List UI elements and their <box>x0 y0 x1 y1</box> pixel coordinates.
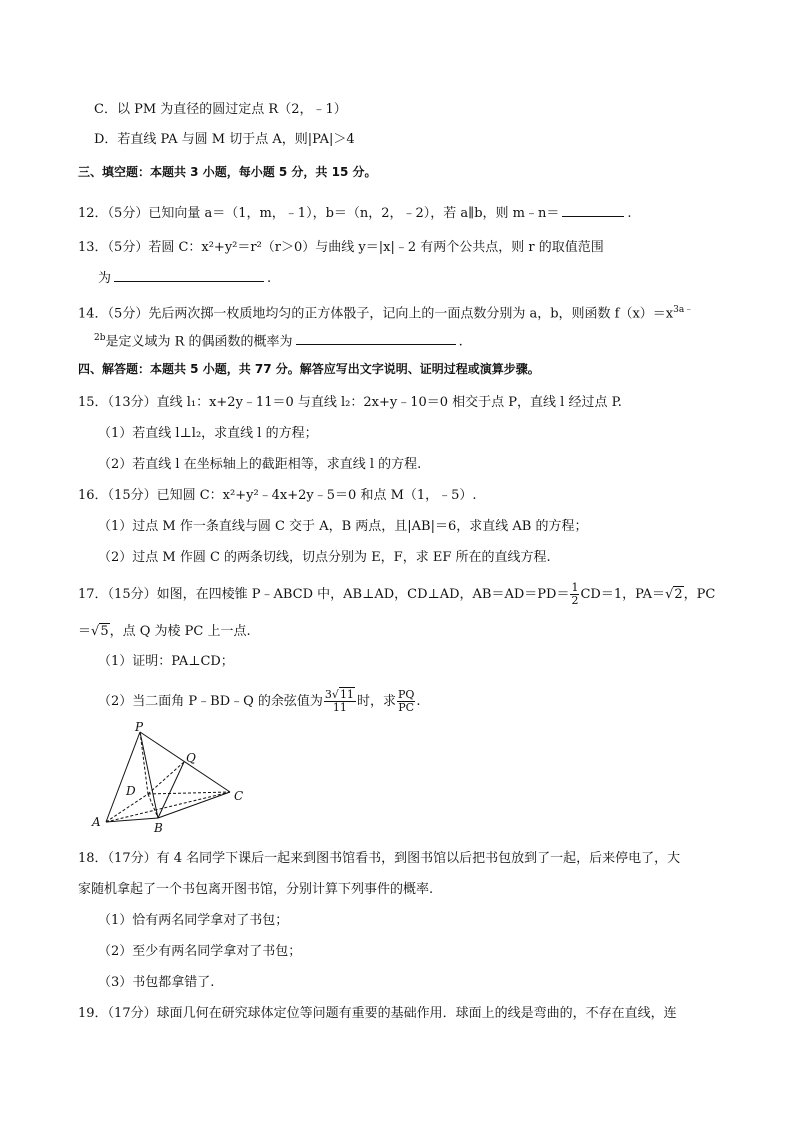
question-18-line1: 18．（17分）有 4 名同学下课后一起来到图书馆看书，到图书馆以后把书包放到了一起，后来停电了，大 <box>78 851 681 866</box>
equals: ＝ <box>78 624 92 639</box>
question-16-part1: （1）过点 M 作一条直线与圆 C 交于 A，B 两点，且|AB|＝6，求直线 AB 的方程； <box>98 519 588 534</box>
question-16-part2: （2）过点 M 作圆 C 的两条切线，切点分别为 E，F，求 EF 所在的直线方程. <box>98 550 551 565</box>
option-d: D．若直线 PA 与圆 M 切于点 A，则|PA|＞4 <box>94 132 355 147</box>
question-15-part2: （2）若直线 l 在坐标轴上的截距相等，求直线 l 的方程. <box>98 457 422 472</box>
question-14-text2: 是定义域为 R 的偶函数的概率为 <box>105 334 293 350</box>
label-c: C <box>234 789 244 803</box>
exponent-part2: 2b <box>94 333 106 343</box>
fraction-pq-pc <box>397 689 415 714</box>
label-a: A <box>92 815 101 829</box>
sqrt-five: √5 <box>91 624 109 639</box>
period: . <box>267 271 272 286</box>
question-12 <box>78 203 631 223</box>
option-c: C．以 PM 为直径的圆过定点 R（2，﹣1） <box>94 102 347 117</box>
question-17-part1: （1）证明：PA⊥CD； <box>98 654 234 669</box>
edge-pc <box>140 732 230 792</box>
answer-blank-12 <box>562 203 624 217</box>
question-17-text: 17．（15分）如图，在四棱锥 P﹣ABCD 中，AB⊥AD，CD⊥AD，AB＝AD＝PD＝ <box>78 587 570 602</box>
question-17-text4: ，点 Q 为棱 PC 上一点. <box>109 624 251 639</box>
pyramid-figure <box>88 722 258 834</box>
section-answer-header: 四、解答题：本题共 5 小题，共 77 分。解答应写出文字说明、证明过程或演算步骤。 <box>78 362 540 376</box>
question-14-line1 <box>78 301 693 323</box>
fraction-numerator: 3√11 <box>324 688 354 701</box>
question-13-text: 为 <box>98 271 112 286</box>
question-17-part2-text: （2）当二面角 P﹣BD﹣Q 的余弦值为 <box>98 694 323 709</box>
question-15-part1: （1）若直线 l⊥l₂，求直线 l 的方程； <box>98 426 318 441</box>
label-b: B <box>154 821 163 834</box>
question-18-part3: （3）书包都拿错了. <box>98 975 215 990</box>
edge-ad <box>106 794 148 822</box>
sqrt-radicand: 2 <box>674 587 683 602</box>
period: . <box>458 334 463 350</box>
label-d: D <box>126 784 136 798</box>
question-17-text2: CD＝1，PA＝ <box>580 587 666 602</box>
question-16: 16．（15分）已知圆 C：x²+y²﹣4x+2y﹣5＝0 和点 M（1，﹣5）. <box>78 488 477 503</box>
question-14-text: 14．（5分）先后两次掷一枚质地均匀的正方体骰子，记向上的一面点数分别为 a，b，则函数 f（x）＝x <box>78 306 674 322</box>
question-19: 19．（17分）球面几何在研究球体定位等问题有重要的基础作用．球面上的线是弯曲的，不存在直线，连 <box>78 1006 677 1021</box>
period: . <box>627 206 632 221</box>
fraction-numerator: 1 <box>571 581 579 594</box>
question-15: 15．（13分）直线 l₁：x+2y﹣11＝0 与直线 l₂：2x+y﹣10＝0 相交于点 P，直线 l 经过点 P. <box>78 395 622 410</box>
edge-dc <box>148 792 230 794</box>
label-p: P <box>135 722 144 734</box>
question-18-line2: 家随机拿起了一个书包离开图书馆，分别计算下列事件的概率. <box>78 882 434 897</box>
exponent-part1: 3a﹣ <box>673 305 694 315</box>
edge-dq <box>148 762 184 794</box>
fraction-numerator: PQ <box>397 688 415 701</box>
question-18-part2: （2）至少有两名同学拿对了书包； <box>98 944 302 959</box>
question-14-line2 <box>94 329 463 351</box>
edge-pa <box>106 732 140 822</box>
answer-blank-14 <box>296 331 456 345</box>
fraction-denominator: PC <box>398 701 415 714</box>
period: . <box>416 694 421 709</box>
edge-ab <box>106 818 158 822</box>
question-13-line1: 13．（5分）若圆 C：x²+y²＝r²（r＞0）与曲线 y＝|x|﹣2 有两个公共点，则 r 的取值范围 <box>78 240 604 255</box>
fraction-cosine-value <box>324 689 356 714</box>
edge-db <box>148 794 158 818</box>
fraction-denominator: 2 <box>571 594 579 607</box>
fraction-one-half <box>570 582 579 607</box>
question-17-line2 <box>78 623 251 641</box>
section-fill-in-header: 三、填空题：本题共 3 小题，每小题 5 分，共 15 分。 <box>78 165 377 179</box>
question-13-line2 <box>98 268 271 288</box>
edge-pb <box>140 732 158 818</box>
question-17-part2-text2: 时，求 <box>356 694 396 709</box>
question-12-text: 12．（5分）已知向量 a＝（1，m，﹣1），b＝（n，2，﹣2），若 a∥b，则 m﹣n＝ <box>78 206 560 221</box>
question-18-part1: （1）恰有两名同学拿对了书包； <box>98 913 289 928</box>
question-17-line1 <box>78 582 715 607</box>
question-17-part2 <box>98 689 421 714</box>
question-17-text3: ，PC <box>683 587 716 602</box>
sqrt-two: √2 <box>665 587 683 602</box>
answer-blank-13 <box>114 268 264 282</box>
label-q: Q <box>186 751 196 765</box>
sqrt-radicand: 5 <box>100 624 109 639</box>
fraction-denominator: 11 <box>332 701 347 714</box>
